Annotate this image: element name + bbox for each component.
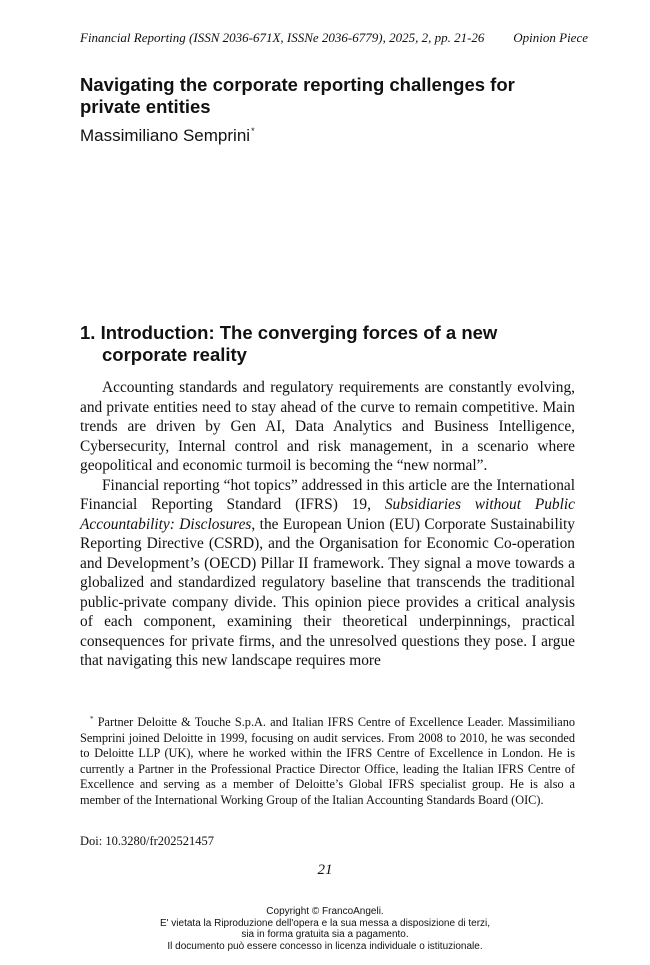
footnote-marker: * [90, 715, 94, 723]
running-header [80, 30, 588, 46]
article-title: Navigating the corporate reporting challenges for private entities [80, 74, 515, 117]
doi[interactable]: Doi: 10.3280/fr202521457 [80, 834, 215, 848]
page-number: 21 [317, 862, 333, 878]
copyright-line-3: sia in forma gratuita sia a pagamento. [241, 929, 409, 940]
paragraph-2-text-a: Financial reporting “hot topics” addressed in this article are the International Financial Reporting Standard (IFRS) 19, [80, 476, 575, 513]
author-name: Massimiliano Semprini [80, 126, 251, 145]
copyright-line-4: Il documento può essere concesso in licenza individuale o istituzionale. [167, 940, 483, 952]
footnote-paragraph [80, 712, 575, 809]
copyright-notice [0, 906, 650, 952]
article-type: Opinion Piece [513, 30, 588, 45]
footnote-text: Partner Deloitte & Touche S.p.A. and Italian IFRS Centre of Excellence Leader. Massimiliano Semprini joined Deloitte in 1999, focusing on audit services. From 2008 to 2010, he was seconded to Deloitte LLP (UK), where he worked within the IFRS Centre of Excellence in London. He is currently a Partner in the Professional Practice Director Office, leading the Italian IFRS Centre of Excellence and serving as a member of Deloitte’s Global IFRS specialist group. He is also a member of the International Working Group of the Italian Accounting Standards Board (OIC). [80, 715, 575, 807]
author-line [80, 126, 255, 146]
paragraph-1: Accounting standards and regulatory requirements are constantly evolving, and private entities need to stay ahead of the curve to remain competitive. Main trends are driven by Gen AI, Data Analytics and Business Intelligence, Cybersecurity, Internal control and risk management, in a scenario where geopolitical and economic turmoil is becoming the “new normal”. [80, 379, 575, 474]
paragraph-2-text-b: , the European Union (EU) Corporate Sustainability Reporting Directive (CSRD), and the Organisation for Economic Co-operation and Development’s (OECD) Pillar II framework. They signal a move towards a globalized and standardized regulatory baseline that transcends the traditional public-private company divide. This opinion piece provides a critical analysis of each component, examining their theoretical underpinnings, practical consequences for private firms, and the unresolved questions they pose. I argue that navigating this new landscape requires more [80, 515, 575, 669]
journal-citation: Financial Reporting (ISSN 2036-671X, ISSNe 2036-6779), 2025, 2, pp. 21-26 [80, 30, 485, 45]
author-footnote [80, 712, 575, 809]
section-heading: 1. Introduction: The converging forces of a new corporate reality [80, 322, 498, 365]
body-text [80, 378, 575, 671]
paragraph-2 [80, 476, 575, 671]
standard-title-italic: Subsidiaries without Public Accountability: Disclosures [80, 496, 575, 533]
author-footnote-marker[interactable]: * [251, 126, 255, 136]
copyright-line-2: E' vietata la Riproduzione dell'opera e la sua messa a disposizione di terzi, [159, 917, 491, 929]
copyright-line-1: Copyright © FrancoAngeli. [266, 906, 384, 917]
